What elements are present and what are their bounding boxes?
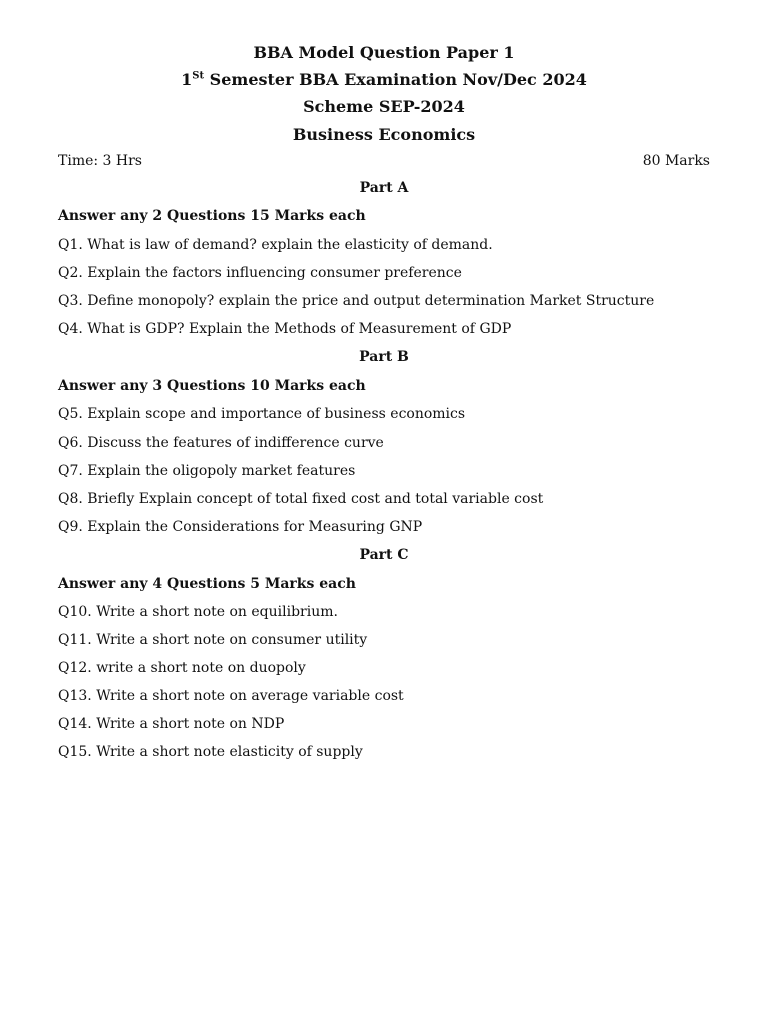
part-c-instruction: Answer any 4 Questions 5 Marks each [58, 576, 356, 592]
question-item: Q3. Define monopoly? explain the price and output determination Market Structure [58, 293, 655, 309]
exam-total-marks: 80 Marks [642, 153, 710, 169]
part-a-instruction: Answer any 2 Questions 15 Marks each [58, 208, 366, 224]
question-item: Q6. Discuss the features of indifference curve [58, 435, 384, 451]
question-item: Q10. Write a short note on equilibrium. [58, 604, 338, 620]
question-item: Q5. Explain scope and importance of business economics [58, 406, 466, 422]
question-item: Q9. Explain the Considerations for Measuring GNP [58, 519, 423, 535]
part-b-instruction: Answer any 3 Questions 10 Marks each [58, 378, 366, 394]
part-c-heading: Part C [359, 547, 409, 563]
part-b-heading: Part B [359, 349, 409, 365]
question-item: Q8. Briefly Explain concept of total fixed cost and total variable cost [58, 491, 544, 507]
question-item: Q14. Write a short note on NDP [58, 716, 285, 732]
scheme-title: Scheme SEP-2024 [303, 97, 465, 116]
question-item: Q11. Write a short note on consumer utility [58, 632, 368, 648]
exam-title-rest: Semester BBA Examination Nov/Dec 2024 [204, 70, 587, 89]
question-item: Q15. Write a short note elasticity of supply [58, 744, 363, 760]
paper-title: BBA Model Question Paper 1 [253, 43, 515, 62]
exam-meta-row [58, 152, 710, 170]
exam-title [0, 70, 768, 90]
question-item: Q4. What is GDP? Explain the Methods of Measurement of GDP [58, 321, 512, 337]
question-item: Q7. Explain the oligopoly market features [58, 463, 356, 479]
question-item: Q1. What is law of demand? explain the elasticity of demand. [58, 237, 493, 253]
exam-time: Time: 3 Hrs [58, 153, 142, 169]
semester-number: 1 [181, 70, 193, 89]
part-a-heading: Part A [359, 180, 409, 196]
subject-title: Business Economics [292, 125, 476, 144]
question-item: Q12. write a short note on duopoly [58, 660, 306, 676]
question-item: Q2. Explain the factors influencing consumer preference [58, 265, 462, 281]
semester-ordinal-suffix: St [192, 70, 205, 82]
question-item: Q13. Write a short note on average variable cost [58, 688, 404, 704]
